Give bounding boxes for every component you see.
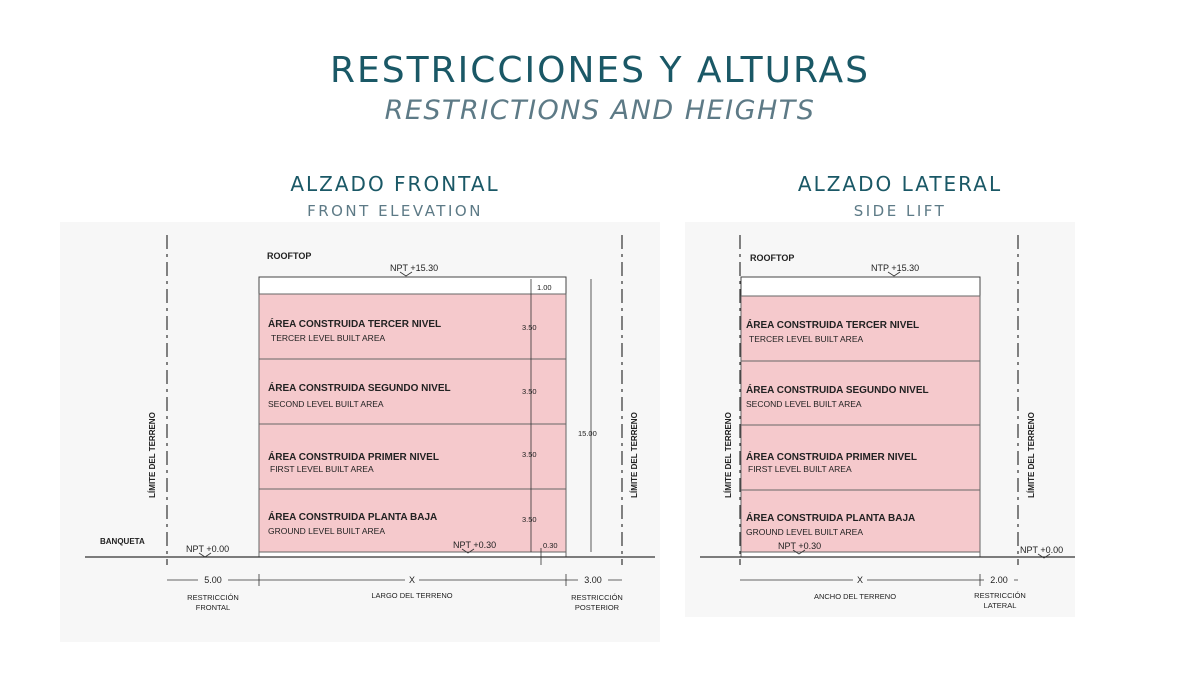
front-level-1-name: ÁREA CONSTRUIDA PRIMER NIVEL <box>268 452 439 463</box>
front-dim-level-3: 3.50 <box>522 323 537 332</box>
lot-width-label: ANCHO DEL TERRENO <box>813 592 897 601</box>
side-dim-side: 2.00 <box>990 575 1008 585</box>
front-rooftop-label: ROOFTOP <box>267 251 312 261</box>
rear-restriction-label-2: POSTERIOR <box>574 603 620 612</box>
front-dim-level-ground: 3.50 <box>522 515 537 524</box>
side-restriction-label-2: LATERAL <box>983 601 1017 610</box>
front-elevation-title: ALZADO FRONTAL <box>290 172 500 196</box>
side-npt-ground: NPT +0.00 <box>1020 545 1064 555</box>
side-level-3-sub: TERCER LEVEL BUILT AREA <box>749 334 864 344</box>
front-level-2-name: ÁREA CONSTRUIDA SEGUNDO NIVEL <box>268 383 451 394</box>
front-level-ground-name: ÁREA CONSTRUIDA PLANTA BAJA <box>268 512 438 523</box>
side-elevation-title: ALZADO LATERAL <box>797 172 1003 196</box>
front-level-1-sub: FIRST LEVEL BUILT AREA <box>270 464 374 474</box>
front-npt-top: NPT +15.30 <box>390 263 439 273</box>
front-restriction-label-2: FRONTAL <box>195 603 231 612</box>
side-limit-label-left: LÍMITE DEL TERRENO <box>724 412 733 498</box>
side-level-2-sub: SECOND LEVEL BUILT AREA <box>746 399 862 409</box>
side-base-slab <box>741 552 980 557</box>
side-npt-floor: NPT +0.30 <box>778 541 822 551</box>
front-elevation-subtitle: FRONT ELEVATION <box>307 202 483 220</box>
lot-length-label: LARGO DEL TERRENO <box>371 591 453 600</box>
front-limit-label-right: LÍMITE DEL TERRENO <box>630 412 639 498</box>
side-level-3-name: ÁREA CONSTRUIDA TERCER NIVEL <box>746 320 920 331</box>
page-subtitle: RESTRICTIONS AND HEIGHTS <box>384 95 816 126</box>
front-dim-front: 5.00 <box>204 575 222 585</box>
front-dim-parapet: 1.00 <box>537 283 552 292</box>
side-limit-label-right: LÍMITE DEL TERRENO <box>1027 412 1036 498</box>
front-npt-ground: NPT +0.00 <box>186 544 230 554</box>
front-banqueta-label: BANQUETA <box>100 537 145 546</box>
front-level-3-sub: TERCER LEVEL BUILT AREA <box>271 333 386 343</box>
side-ntp-top: NTP +15.30 <box>871 263 920 273</box>
rear-restriction-label-1: RESTRICCIÓN <box>571 593 623 602</box>
front-dim-rear: 3.00 <box>584 575 602 585</box>
front-dim-level-2: 3.50 <box>522 387 537 396</box>
front-dim-base: 0.30 <box>543 541 558 550</box>
front-restriction-label-1: RESTRICCIÓN <box>187 593 239 602</box>
side-level-1-sub: FIRST LEVEL BUILT AREA <box>748 464 852 474</box>
front-dim-level-1: 3.50 <box>522 450 537 459</box>
front-npt-floor: NPT +0.30 <box>453 540 497 550</box>
side-level-2-name: ÁREA CONSTRUIDA SEGUNDO NIVEL <box>746 385 929 396</box>
side-level-ground-name: ÁREA CONSTRUIDA PLANTA BAJA <box>746 513 916 524</box>
side-rooftop-label: ROOFTOP <box>750 253 795 263</box>
side-dim-x: X <box>856 575 864 585</box>
side-level-1-name: ÁREA CONSTRUIDA PRIMER NIVEL <box>746 452 917 463</box>
front-dim-x: X <box>408 575 416 585</box>
side-rooftop-parapet <box>741 277 980 296</box>
front-limit-label-left: LÍMITE DEL TERRENO <box>148 412 157 498</box>
side-level-ground-sub: GROUND LEVEL BUILT AREA <box>746 527 863 537</box>
side-elevation-subtitle: SIDE LIFT <box>853 202 947 220</box>
front-dim-total: 15.00 <box>578 429 597 438</box>
front-level-3-name: ÁREA CONSTRUIDA TERCER NIVEL <box>268 319 442 330</box>
side-restriction-label-1: RESTRICCIÓN <box>974 591 1026 600</box>
front-level-2-sub: SECOND LEVEL BUILT AREA <box>268 399 384 409</box>
front-level-ground-sub: GROUND LEVEL BUILT AREA <box>268 526 385 536</box>
page-title: RESTRICCIONES Y ALTURAS <box>330 50 870 91</box>
